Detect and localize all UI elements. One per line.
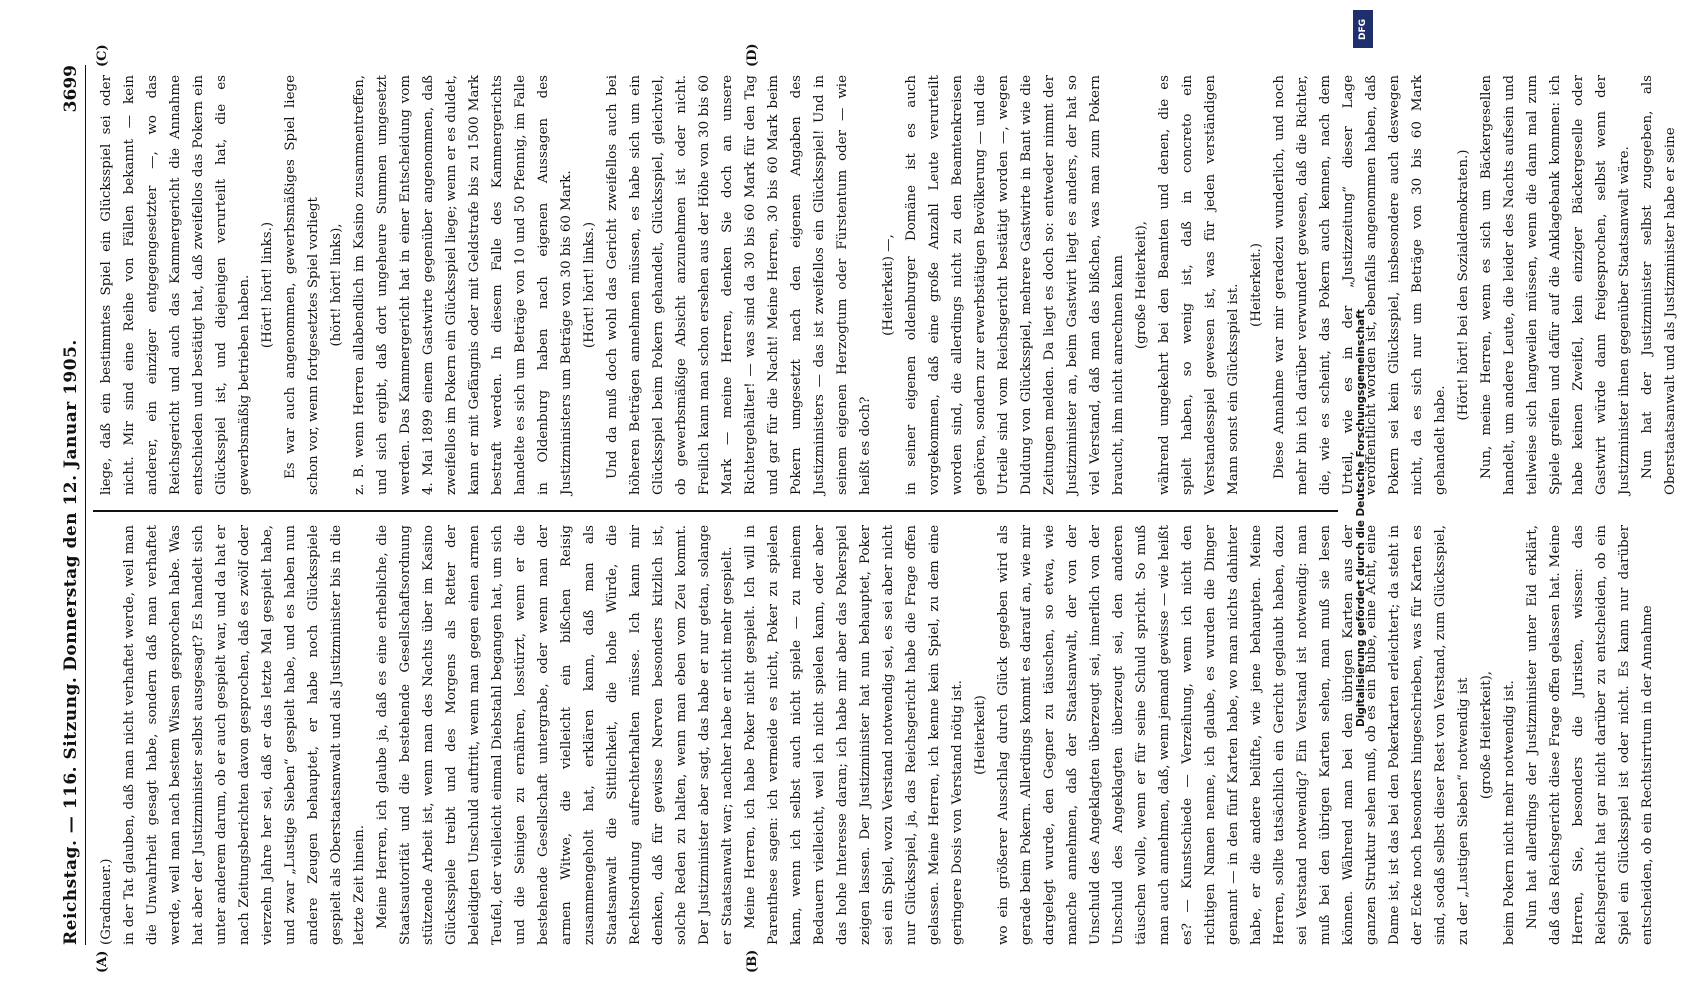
paragraph: (hört! hört! links),	[329, 223, 344, 347]
paragraph: (Hört! hört! links.)	[582, 221, 597, 349]
paragraph: (Hört! hört! bei den Sozialdemokraten.)	[1456, 149, 1471, 421]
paragraph: Es war auch angenommen, gewerbsmäßiges Spiel liege schon vor, wenn fortgesetztes Spiel vorliegt	[283, 75, 321, 495]
header-date: Donnerstag den 12. Januar 1905.	[61, 339, 81, 671]
margin-mark-a: (A)	[95, 950, 110, 973]
header-session: Reichstag. — 116. Sitzung.	[61, 676, 81, 945]
paragraph: (Heiterkeit) —,	[881, 234, 896, 336]
paragraph: Und da muß doch wohl das Gericht zweifellos auch bei höheren Beträgen annehmen müssen, es habe sich um ein Glücksspiel beim Pokern gehandelt, Glücksspiel, gleichviel, ob gewerbsmäßige Absicht anzunehmen ist oder nicht. Freilich kann man schon ersehen aus der Höhe von 30 bis 60 Mark — meine Herren, denken Sie doch an unsere Richtergehälter! — was sind da 30 bis 60 Mark für den Tag und gar für die Nacht! Meine Herren, 30 bis 60 Mark beim Pokern umgesetzt nach den eigenen Angaben des Justizministers — das ist zweifellos ein Glücksspiel! Und in seinem eigenen Herzogtum oder Fürstentum oder — wie heißt es doch?	[605, 75, 873, 495]
paragraph: Nun hat der Justizminister selbst zugegeben, als Oberstaatsanwalt und als Justizminister habe er seine	[1640, 75, 1678, 495]
page-number: 3699	[61, 65, 81, 113]
margin-mark-c: (C)	[95, 44, 110, 67]
paragraph: (große Heiterkeit),	[1134, 220, 1149, 350]
paragraph: (Hört! hört! links.)	[260, 221, 275, 349]
paragraph: liege, daß ein bestimmtes Spiel ein Glücksspiel sei oder nicht. Mir sind eine Reihe von Fällen bekannt — kein anderer, ein einziger entgegengesetzter —, wo das Reichsgericht und auch das Kammergericht die Annahme entschieden und bestätigt hat, daß zweifellos das Pokern ein Glücksspiel ist, und diejenigen verurteilt hat, die es gewerbsmäßig betrieben haben.	[99, 75, 252, 495]
paragraph: wo ein größerer Ausschlag durch Glück gegeben wird als gerade beim Pokern. Allerdings kommt es darauf an, wie mir dargelegt wurde, den Gegner zu täuschen, so etwa, wie manche annehmen, daß der Staatsanwalt, der von der Unschuld des Angeklagten überzeugt sei, innerlich von der Unschuld des Angeklagten überzeugt sei, den anderen täuschen wolle, wenn er für seine Schuld spricht. So muß man auch annehmen, daß, wenn jemand gewisse — wie heißt es? — Kunstschiede — Verzeihung, wenn ich nicht den richtigen Namen nenne, ich glaube, es wurden die Dinger genannt — in den fünf Karten habe, wo man nichts dahinter habe, er die andere belüfte, wie jene behaupten. Meine Herren, sollte tatsächlich ein Gericht geglaubt haben, dazu sei Verstand notwendig? Ein Verstand ist notwendig: man muß bei den übrigen Karten sehen, man muß sie lesen können. Während man bei den übrigen Karten aus der ganzen Struktur sehen muß, ob es ein Bube, eine Acht, eine Dame ist, ist das bei den Pokerkarten erleichtert; da steht in der Ecke noch besonders hingeschrieben, was für Karten es sind, sodaß selbst dieser Rest von Verstand, zum Glücksspiel, zu der „Lustigen Sieben“ notwendig ist	[996, 525, 1471, 945]
paragraph: Nun hat allerdings der Justizminister unter Eid erklärt, daß das Reichsgericht diese Frage offen gelassen hat. Meine Herren, Sie, besonders die Juristen, wissen: das Reichsgericht hat gar nicht darüber zu entscheiden, ob ein Spiel ein Glücksspiel ist oder nicht. Es kann nur darüber entscheiden, ob ein Rechtsirrtum in der Annahme	[1525, 525, 1655, 945]
margin-mark-d: (D)	[745, 43, 760, 67]
paragraph: beim Pokern nicht mehr notwendig ist.	[1502, 680, 1517, 945]
page-header	[55, 65, 86, 945]
column-divider	[93, 511, 1338, 513]
watermark-text: Digitalisierung gefördert durch die Deutsche Forschungsgemeinschaft	[1355, 309, 1367, 727]
paragraph: (Heiterkeit.)	[1249, 243, 1264, 327]
paragraph: in seiner eigenen oldenburger Domäne ist es auch vorgekommen, daß eine große Anzahl Leute verurteilt worden sind, die allerdings nicht zu den Beamtenkreisen gehören, sondern zur erwerbstätigen Bevölkerung — und die Urteile sind vom Reichsgericht bestätigt worden —, wegen Duldung von Glücksspiel, mehrere Gastwirte in Bant wie die Zeitungen melden. Da liegt es doch so: entweder nimmt der Justizminister an, beim Gastwirt liegt es anders, der hat so viel Verstand, daß man das bißchen, was man zum Pokern braucht, ihm nicht anrechnen kann	[904, 75, 1126, 495]
digitization-watermark	[1351, 10, 1375, 990]
paragraph: Meine Herren, ich habe Poker nicht gespielt. Ich will in Parenthese sagen: ich vermeide es nicht, Poker zu spielen kann, wenn ich selbst auch nicht spiele — zu meinem Bedauern vielleicht, weil ich nicht spielen kann, oder aber das hohe Interesse daran; ich habe mir aber das Pokerspiel zeigen lassen. Der Justizminister hat nun behauptet, Poker sei ein Spiel, wozu Verstand notwendig sei, es sei aber nicht nur Glücksspiel, ja, das Reichsgericht habe die Frage offen gelassen. Meine Herren, ich kenne kein Spiel, zu dem eine geringere Dosis von Verstand nötig ist.	[743, 525, 965, 945]
text-column-right	[95, 75, 1678, 495]
text-column-left	[95, 525, 1655, 945]
paragraph: Diese Annahme war mir geradezu wunderlich, und noch mehr bin ich darüber verwundert gewesen, daß die Richter, die, wie es scheint, das Pokern auch kennen, nach dem Urteil, wie es in der „Justizzeitung“ dieser Lage veröffentlicht worden ist, ebenfalls angenommen haben, daß Pokern sei kein Glücksspiel, insbesondere auch deswegen nicht, da es sich nur um Beträge von 30 bis 60 Mark gehandelt habe.	[1272, 75, 1448, 495]
paragraph: (große Heiterkeit),	[1479, 670, 1494, 800]
paragraph: (Gradnauer.)	[99, 858, 114, 945]
margin-mark-b: (B)	[745, 949, 760, 973]
paragraph: in der Tat glauben, daß man nicht verhaftet werde, weil man die Unwahrheit gesagt habe, sondern daß man verhaftet werde, weil man nach bestem Wissen gesprochen habe. Was hat aber der Justizminister selbst ausgesagt? Es handelt sich unter anderem darum, ob er auch gespielt war, und da hat er nach Zeitungsberichten davon gesprochen, daß es zwölf oder vierzehn Jahre her sei, daß er das letzte Mal gespielt habe, und zwar „Lustige Sieben“ gespielt habe, und es haben nun andere Zeugen behauptet, er habe noch Glücksspiele gespielt als Oberstaatsanwalt und als Justizminister bis in die letzte Zeit hinein.	[122, 525, 367, 945]
paragraph: (Heiterkeit)	[973, 695, 988, 775]
paragraph: während umgekehrt bei den Beamten und denen, die es spielt haben, so wenig ist, daß in concreto ein Verstandesspiel gewesen ist, was für jeden verständigen Mann sonst ein Glücksspiel ist.	[1157, 75, 1241, 495]
paragraph: Meine Herren, ich glaube ja, daß es eine erhebliche, die Staatsautorität und die bestehende Gesellschaftsordnung stützende Arbeit ist, wenn man des Nachts über im Kasino Glücksspiele treibt und des Morgens als Retter der beleidigten Unschuld auftritt, wenn man gegen einen armen Teufel, der vielleicht einmal Diebstahl begangen hat, um sich und die Seinigen zu ernähren, losstürzt, wenn er die bestehende Gesellschaft untergrabe, oder wenn man der armen Witwe, die vielleicht ein bißchen Reisig zusammengeholt hat, erklären kann, daß man als Staatsanwalt die Sittlichkeit, die hohe Würde, die Rechtsordnung aufrechterhalten müsse. Ich kann mir denken, daß für gewisse Nerven besonders kitzlich ist, solche Reden zu halten, wenn man eben vom Zeu kommt. Der Justizminister aber sagt, das habe er nur getan, solange er Staatsanwalt war; nachher habe er nicht mehr gespielt.	[375, 525, 735, 945]
paragraph: z. B. wenn Herren allabendlich im Kasino zusammentreffen, und sich ergibt, daß dort ungeheure Summen umgesetzt werden. Das Kammergericht hat in einer Entscheidung vom 4. Mai 1899 einem Gastwirte gegenüber angenommen, daß zweifellos im Pokern ein Glücksspiel liege; wenn er es duldet, kann er mit Gefängnis oder mit Geldstrafe bis zu 1500 Mark bestraft werden. In diesem Falle des Kammergerichts handelte es sich um Beträge von 10 und 50 Pfennig, im Falle in Oldenburg haben nach eigenen Aussagen des Justizministers um Beträge von 30 bis 60 Mark.	[352, 75, 574, 495]
dfg-logo: DFG	[1353, 10, 1373, 48]
paragraph: Nun, meine Herren, wenn es sich um Bäckergesellen handelt, um andere Leute, die leider des Nachts aufsein und teilweise sich langweilen müssen, wenn die dann mal zum Spiele greifen und dafür auf die Anklagebank kommen: ich habe keinen Zweifel, kein einziger Bäckergeselle oder Gastwirt würde dann freigesprochen, selbst wenn der Justizminister ihnen gegenüber Staatsanwalt wäre.	[1479, 75, 1632, 495]
